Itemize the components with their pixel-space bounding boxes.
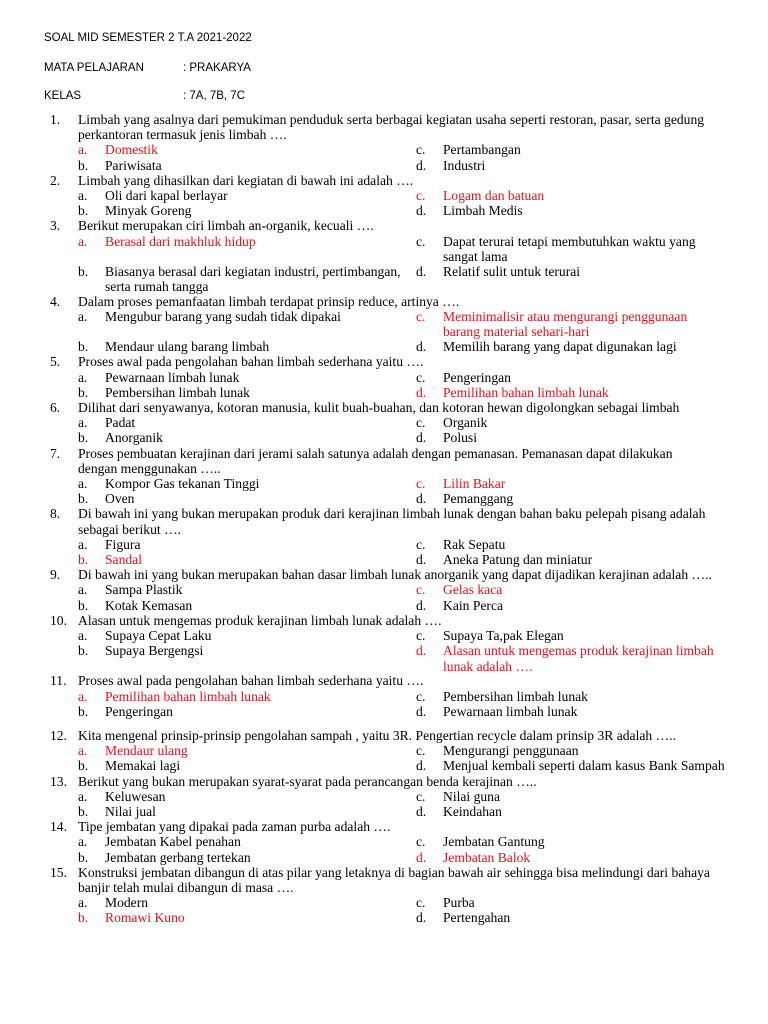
option-text: Nilai jual <box>105 803 156 819</box>
question-text: Proses awal pada pengolahan bahan limbah sederhana yaitu …. <box>78 354 424 370</box>
answer-option <box>78 628 408 643</box>
option-letter: b. <box>78 430 89 446</box>
option-row <box>0 264 768 294</box>
question-item <box>0 613 768 673</box>
question-spacer <box>0 719 768 728</box>
option-row <box>0 582 768 597</box>
option-letter: b. <box>78 703 89 719</box>
answer-option <box>416 552 726 567</box>
question-text: Alasan untuk mengemas produk kerajinan limbah lunak adalah …. <box>78 612 442 628</box>
option-letter: a. <box>78 188 88 204</box>
question-number: 9. <box>50 567 61 583</box>
option-text: Limbah Medis <box>443 203 523 219</box>
option-row <box>0 537 768 552</box>
option-row <box>0 758 768 773</box>
answer-option <box>416 689 726 704</box>
question-text: Limbah yang asalnya dari pemukiman penduduk serta berbagai kegiatan usaha seperti restoran, pasar, serta gedung perkantoran termasuk jenis limbah …. <box>78 112 705 143</box>
option-row <box>0 158 768 173</box>
option-letter: a. <box>78 743 88 759</box>
option-text: Jembatan Balok <box>443 849 531 865</box>
question-item <box>0 728 768 774</box>
option-letter: d. <box>416 803 427 819</box>
answer-option <box>78 339 408 354</box>
option-row <box>0 552 768 567</box>
answer-option <box>416 370 726 385</box>
option-row <box>0 309 768 339</box>
option-letter: b. <box>78 849 89 865</box>
option-text: Relatif sulit untuk terurai <box>443 263 581 279</box>
answer-option <box>78 188 408 203</box>
answer-option <box>78 552 408 567</box>
option-letter: d. <box>416 203 427 219</box>
question-text: Konstruksi jembatan dibangun di atas pilar yang letaknya di bagian bawah air sehingga bisa melindungi dari bahaya banjir telah mulai dibangun di masa …. <box>78 864 710 895</box>
answer-option <box>78 203 408 218</box>
answer-option <box>78 234 408 249</box>
answer-option <box>416 203 726 218</box>
option-letter: c. <box>416 536 426 552</box>
option-letter: d. <box>416 758 427 774</box>
option-text: Pertengahan <box>443 910 511 926</box>
answer-option <box>78 834 408 849</box>
option-letter: c. <box>416 834 426 850</box>
option-letter: b. <box>78 157 89 173</box>
answer-option <box>416 895 726 910</box>
option-text: Modern <box>105 895 149 911</box>
option-text: Biasanya berasal dari kegiatan industri, pertimbangan, serta rumah tangga <box>105 263 401 294</box>
answer-option <box>416 491 726 506</box>
option-row <box>0 804 768 819</box>
class-label: KELAS <box>44 90 82 102</box>
answer-option <box>416 582 726 597</box>
option-text: Domestik <box>105 142 158 158</box>
option-row <box>0 834 768 849</box>
option-text: Supaya Bergengsi <box>105 643 204 659</box>
option-text: Nilai guna <box>443 788 501 804</box>
option-letter: a. <box>78 688 88 704</box>
option-letter: c. <box>416 895 426 911</box>
answer-option <box>78 415 408 430</box>
question-text: Proses awal pada pengolahan bahan limbah sederhana yaitu …. <box>78 673 424 689</box>
option-letter: d. <box>416 263 427 279</box>
answer-option <box>78 789 408 804</box>
question-number: 4. <box>50 294 61 310</box>
option-text: Memilih barang yang dapat digunakan lagi <box>443 339 677 355</box>
option-row <box>0 188 768 203</box>
answer-option <box>78 142 408 157</box>
question-item <box>0 400 768 446</box>
option-letter: c. <box>416 142 426 158</box>
answer-option <box>416 598 726 613</box>
option-letter: c. <box>416 369 426 385</box>
answer-option <box>416 643 726 673</box>
option-letter: a. <box>78 142 88 158</box>
option-text: Kotak Kemasan <box>105 597 193 613</box>
option-letter: c. <box>416 309 426 325</box>
option-letter: b. <box>78 910 89 926</box>
answer-option <box>78 264 408 294</box>
option-row <box>0 910 768 925</box>
answer-option <box>416 142 726 157</box>
option-letter: d. <box>416 552 427 568</box>
option-letter: c. <box>416 788 426 804</box>
question-number: 10. <box>50 612 67 628</box>
answer-option <box>416 385 726 400</box>
option-letter: d. <box>416 339 427 355</box>
option-text: Anorganik <box>105 430 163 446</box>
answer-option <box>416 339 726 354</box>
question-number: 8. <box>50 506 61 522</box>
option-text: Dapat terurai tetapi membutuhkan waktu yang sangat lama <box>443 233 696 264</box>
answer-option <box>78 385 408 400</box>
option-row <box>0 430 768 445</box>
option-row <box>0 643 768 673</box>
question-number: 5. <box>50 354 61 370</box>
option-text: Pengeringan <box>443 369 511 385</box>
answer-option <box>416 476 726 491</box>
option-letter: a. <box>78 415 88 431</box>
option-row <box>0 628 768 643</box>
option-text: Pertambangan <box>443 142 521 158</box>
answer-option <box>78 582 408 597</box>
option-text: Minyak Goreng <box>105 203 192 219</box>
option-text: Jembatan Gantung <box>443 834 545 850</box>
answer-option <box>416 834 726 849</box>
question-item <box>0 173 768 219</box>
option-text: Industri <box>443 157 486 173</box>
option-letter: d. <box>416 430 427 446</box>
answer-option <box>416 850 726 865</box>
answer-option <box>78 704 408 719</box>
answer-option <box>78 689 408 704</box>
option-text: Jembatan Kabel penahan <box>105 834 241 850</box>
option-letter: d. <box>416 643 427 659</box>
option-row <box>0 491 768 506</box>
option-text: Lilin Bakar <box>443 476 506 492</box>
option-letter: a. <box>78 233 88 249</box>
option-row <box>0 598 768 613</box>
option-text: Gelas kaca <box>443 582 503 598</box>
question-text: Proses pembuatan kerajinan dari jerami salah satunya adalah dengan pemanasan. Pemanasan dapat dilakukan dengan menggunakan ….. <box>78 445 673 476</box>
option-letter: a. <box>78 369 88 385</box>
option-letter: b. <box>78 339 89 355</box>
option-letter: c. <box>416 582 426 598</box>
option-letter: d. <box>416 384 427 400</box>
option-text: Pewarnaan limbah lunak <box>105 369 240 385</box>
question-text: Dalam proses pemanfaatan limbah terdapat prinsip reduce, artinya …. <box>78 294 460 310</box>
option-text: Jembatan gerbang tertekan <box>105 849 251 865</box>
question-number: 11. <box>50 673 67 689</box>
option-letter: d. <box>416 157 427 173</box>
option-letter: c. <box>416 476 426 492</box>
question-text: Di bawah ini yang bukan merupakan bahan dasar limbah lunak anorganik yang dapat dijadikan kerajinan adalah ….. <box>78 567 712 583</box>
question-text: Di bawah ini yang bukan merupakan produk dari kerajinan limbah lunak dengan bahan baku pelepah pisang adalah sebagai berikut …. <box>78 506 706 537</box>
option-text: Keluwesan <box>105 788 166 804</box>
question-item <box>0 774 768 820</box>
question-number: 6. <box>50 400 61 416</box>
option-letter: b. <box>78 758 89 774</box>
option-text: Polusi <box>443 430 477 446</box>
class-value: : 7A, 7B, 7C <box>183 90 246 102</box>
option-text: Oli dari kapal berlayar <box>105 188 228 204</box>
question-item <box>0 112 768 173</box>
option-text: Romawi Kuno <box>105 910 185 926</box>
option-letter: a. <box>78 788 88 804</box>
option-row <box>0 704 768 719</box>
answer-option <box>78 158 408 173</box>
option-letter: a. <box>78 834 88 850</box>
answer-option <box>416 789 726 804</box>
option-text: Supaya Cepat Laku <box>105 628 212 644</box>
option-text: Pemilihan bahan limbah lunak <box>105 688 271 704</box>
option-letter: b. <box>78 203 89 219</box>
option-text: Mendaur ulang barang limbah <box>105 339 270 355</box>
answer-option <box>416 264 726 279</box>
answer-option <box>78 430 408 445</box>
option-text: Pembersihan limbah lunak <box>105 384 250 400</box>
answer-option <box>416 910 726 925</box>
option-text: Alasan untuk mengemas produk kerajinan limbah lunak adalah …. <box>443 643 714 674</box>
answer-option <box>78 758 408 773</box>
option-text: Pengeringan <box>105 703 173 719</box>
question-item <box>0 354 768 400</box>
option-text: Menjual kembali seperti dalam kasus Bank Sampah <box>443 758 725 774</box>
answer-option <box>78 643 408 658</box>
option-row <box>0 895 768 910</box>
option-text: Organik <box>443 415 488 431</box>
subject-value: : PRAKARYA <box>183 62 251 74</box>
option-text: Logam dan batuan <box>443 188 545 204</box>
option-text: Supaya Ta,pak Elegan <box>443 628 564 644</box>
option-text: Kain Perca <box>443 597 504 613</box>
option-letter: d. <box>416 491 427 507</box>
option-text: Mengurangi penggunaan <box>443 743 579 759</box>
answer-option <box>416 158 726 173</box>
option-text: Oven <box>105 491 135 507</box>
option-letter: a. <box>78 628 88 644</box>
answer-option <box>78 598 408 613</box>
answer-option <box>416 415 726 430</box>
option-row <box>0 850 768 865</box>
option-row <box>0 743 768 758</box>
answer-option <box>416 743 726 758</box>
answer-option <box>416 234 726 264</box>
option-letter: a. <box>78 536 88 552</box>
option-row <box>0 370 768 385</box>
answer-option <box>78 309 408 324</box>
option-text: Rak Sepatu <box>443 536 506 552</box>
option-text: Pemilihan bahan limbah lunak <box>443 384 609 400</box>
answer-option <box>416 430 726 445</box>
answer-option <box>416 758 726 773</box>
option-letter: b. <box>78 597 89 613</box>
answer-option <box>78 537 408 552</box>
option-row <box>0 339 768 354</box>
question-number: 12. <box>50 727 67 743</box>
answer-option <box>78 743 408 758</box>
option-letter: a. <box>78 895 88 911</box>
option-row <box>0 476 768 491</box>
option-row <box>0 689 768 704</box>
question-text: Dilihat dari senyawanya, kotoran manusia, kulit buah-buahan, dan kotoran hewan digolongkan sebagai limbah <box>78 400 680 416</box>
option-row <box>0 385 768 400</box>
option-text: Figura <box>105 536 141 552</box>
question-number: 3. <box>50 218 61 234</box>
option-letter: b. <box>78 491 89 507</box>
option-text: Purba <box>443 895 475 911</box>
option-letter: d. <box>416 910 427 926</box>
question-item <box>0 865 768 926</box>
question-item <box>0 673 768 719</box>
answer-option <box>416 704 726 719</box>
question-text: Berikut merupakan ciri limbah an-organik, kecuali …. <box>78 218 374 234</box>
option-text: Pemanggang <box>443 491 514 507</box>
option-row <box>0 415 768 430</box>
option-text: Memakai lagi <box>105 758 181 774</box>
option-text: Meminimalisir atau mengurangi penggunaan barang material sehari-hari <box>443 309 688 340</box>
answer-option <box>78 804 408 819</box>
answer-option <box>78 850 408 865</box>
option-letter: b. <box>78 803 89 819</box>
subject-label: MATA PELAJARAN <box>44 62 144 74</box>
question-list <box>0 112 768 926</box>
exam-title: SOAL MID SEMESTER 2 T.A 2021-2022 <box>44 32 252 44</box>
option-letter: c. <box>416 233 426 249</box>
option-text: Keindahan <box>443 803 502 819</box>
answer-option <box>78 895 408 910</box>
answer-option <box>78 476 408 491</box>
option-text: Padat <box>105 415 136 431</box>
option-text: Pewarnaan limbah lunak <box>443 703 578 719</box>
option-row <box>0 234 768 264</box>
question-item <box>0 819 768 865</box>
question-item <box>0 446 768 507</box>
answer-option <box>416 628 726 643</box>
option-letter: c. <box>416 743 426 759</box>
question-item <box>0 294 768 354</box>
answer-option <box>416 188 726 203</box>
option-letter: b. <box>78 552 89 568</box>
option-text: Aneka Patung dan miniatur <box>443 552 593 568</box>
option-letter: c. <box>416 415 426 431</box>
question-item <box>0 218 768 294</box>
answer-option <box>78 370 408 385</box>
option-letter: b. <box>78 263 89 279</box>
question-text: Berikut yang bukan merupakan syarat-syarat pada perancangan benda kerajinan ….. <box>78 773 537 789</box>
question-item <box>0 506 768 567</box>
question-text: Limbah yang dihasilkan dari kegiatan di bawah ini adalah …. <box>78 172 414 188</box>
option-letter: c. <box>416 628 426 644</box>
option-text: Pariwisata <box>105 157 162 173</box>
question-number: 7. <box>50 445 61 461</box>
question-text: Tipe jembatan yang dipakai pada zaman purba adalah …. <box>78 819 391 835</box>
option-letter: c. <box>416 688 426 704</box>
answer-option <box>416 804 726 819</box>
answer-option <box>416 309 726 339</box>
option-letter: d. <box>416 849 427 865</box>
option-row <box>0 203 768 218</box>
option-text: Sandal <box>105 552 142 568</box>
question-item <box>0 567 768 613</box>
option-letter: b. <box>78 384 89 400</box>
answer-option <box>416 537 726 552</box>
question-number: 13. <box>50 773 67 789</box>
option-text: Kompor Gas tekanan Tinggi <box>105 476 260 492</box>
option-text: Berasal dari makhluk hidup <box>105 233 256 249</box>
option-text: Pembersihan limbah lunak <box>443 688 588 704</box>
option-letter: b. <box>78 643 89 659</box>
question-number: 14. <box>50 819 67 835</box>
question-text: Kita mengenal prinsip-prinsip pengolahan sampah , yaitu 3R. Pengertian recycle dalam prinsip 3R adalah ….. <box>78 727 676 743</box>
option-letter: d. <box>416 597 427 613</box>
option-text: Sampa Plastik <box>105 582 183 598</box>
option-letter: a. <box>78 582 88 598</box>
option-letter: a. <box>78 476 88 492</box>
question-number: 2. <box>50 172 61 188</box>
question-number: 15. <box>50 864 67 880</box>
answer-option <box>78 491 408 506</box>
option-text: Mendaur ulang <box>105 743 188 759</box>
option-row <box>0 142 768 157</box>
option-row <box>0 789 768 804</box>
option-text: Mengubur barang yang sudah tidak dipakai <box>105 309 341 325</box>
option-letter: c. <box>416 188 426 204</box>
option-letter: a. <box>78 309 88 325</box>
question-number: 1. <box>50 112 61 127</box>
answer-option <box>78 910 408 925</box>
option-letter: d. <box>416 703 427 719</box>
